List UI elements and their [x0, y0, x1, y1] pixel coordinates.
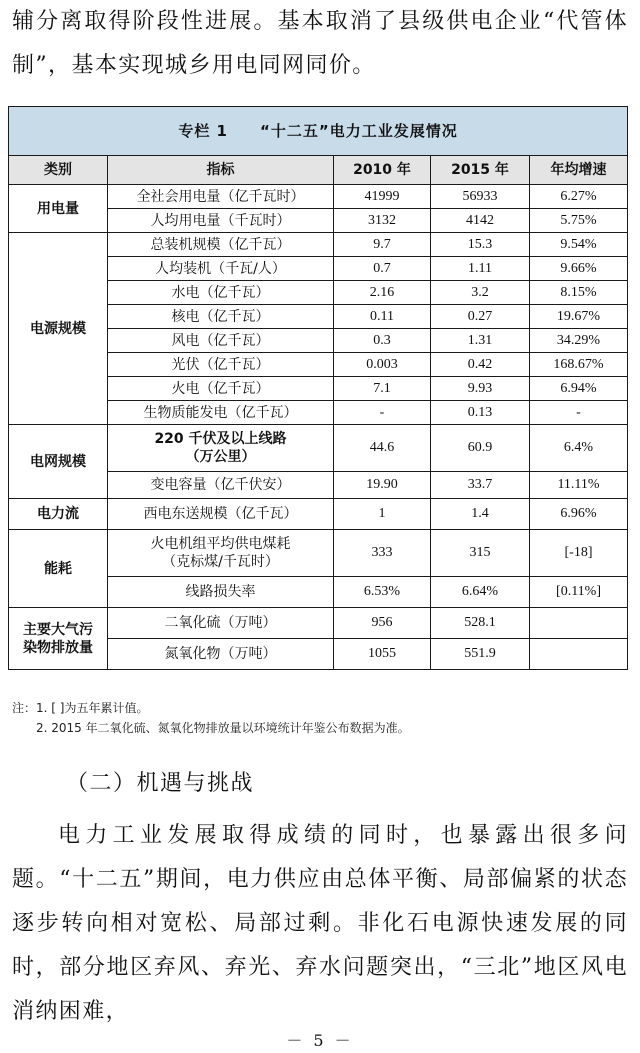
value-growth: 6.94% [530, 377, 628, 401]
value-2015: 315 [431, 530, 530, 577]
value-growth: 5.75% [530, 209, 628, 233]
indicator-cell: 人均装机（千瓦/人） [108, 257, 334, 281]
indicator-cell: 二氧化硫（万吨） [108, 608, 334, 639]
value-2015: 1.4 [431, 499, 530, 530]
value-growth: - [530, 401, 628, 425]
value-2015: 0.13 [431, 401, 530, 425]
indicator-cell: 西电东送规模（亿千瓦） [108, 499, 334, 530]
value-growth: 19.67% [530, 305, 628, 329]
value-2010: 0.7 [334, 257, 431, 281]
section-heading: （二）机遇与挑战 [66, 771, 255, 796]
header-growth: 年均增速 [530, 156, 628, 185]
table-row [9, 499, 628, 530]
value-growth: 11.11% [530, 472, 628, 499]
header-indicator: 指标 [108, 156, 334, 185]
header-2015: 2015 年 [431, 156, 530, 185]
value-2015: 551.9 [431, 639, 530, 670]
indicator-line: （万公里） [185, 449, 256, 465]
value-growth: 34.29% [530, 329, 628, 353]
category-line: 染物排放量 [23, 639, 93, 656]
indicator-cell: 氮氧化物（万吨） [108, 639, 334, 670]
value-2015: 60.9 [431, 425, 530, 472]
value-growth: 168.67% [530, 353, 628, 377]
category-cell: 能耗 [9, 530, 108, 608]
indicator-cell: 核电（亿千瓦） [108, 305, 334, 329]
header-category: 类别 [9, 156, 108, 185]
value-2010: 19.90 [334, 472, 431, 499]
category-cell: 用电量 [9, 185, 108, 233]
value-growth: 9.54% [530, 233, 628, 257]
value-2015: 56933 [431, 185, 530, 209]
indicator-cell: 水电（亿千瓦） [108, 281, 334, 305]
indicator-cell: 风电（亿千瓦） [108, 329, 334, 353]
indicator-cell: 总装机规模（亿千瓦） [108, 233, 334, 257]
value-2015: 1.31 [431, 329, 530, 353]
category-cell [9, 608, 108, 670]
value-2010: 6.53% [334, 577, 431, 608]
power-industry-table [8, 106, 628, 670]
value-2015: 4142 [431, 209, 530, 233]
value-2010: 0.003 [334, 353, 431, 377]
value-2010: 2.16 [334, 281, 431, 305]
value-growth: [0.11%] [530, 577, 628, 608]
value-growth [530, 639, 628, 670]
value-2010: 0.3 [334, 329, 431, 353]
indicator-cell: 全社会用电量（亿千瓦时） [108, 185, 334, 209]
category-cell: 电力流 [9, 499, 108, 530]
table-row [9, 530, 628, 577]
value-2015: 9.93 [431, 377, 530, 401]
indicator-cell [108, 425, 334, 472]
category-line: 主要大气污 [23, 621, 93, 638]
indicator-line: （克标煤/千瓦时） [162, 554, 279, 570]
table-header-row [9, 156, 628, 185]
table-row [9, 233, 628, 257]
category-cell: 电网规模 [9, 425, 108, 499]
value-2010: 1 [334, 499, 431, 530]
value-2015: 0.42 [431, 353, 530, 377]
table-caption: 专栏 1 “十二五”电力工业发展情况 [9, 107, 628, 156]
value-2015: 6.64% [431, 577, 530, 608]
value-2015: 33.7 [431, 472, 530, 499]
value-2010: 0.11 [334, 305, 431, 329]
value-2015: 0.27 [431, 305, 530, 329]
indicator-line: 220 千伏及以上线路 [154, 431, 287, 447]
value-2015: 15.3 [431, 233, 530, 257]
table-notes [12, 698, 410, 738]
value-2010: 7.1 [334, 377, 431, 401]
paragraph-bottom: 电力工业发展取得成绩的同时，也暴露出很多问题。“十二五”期间，电力供应由总体平衡、局部偏紧的状态逐步转向相对宽松、局部过剩。非化石电源快速发展的同时，部分地区弃风、弃光、弃水问题突出，“三北”地区风电消纳困难， [12, 823, 628, 1024]
indicator-cell: 人均用电量（千瓦时） [108, 209, 334, 233]
paragraph-top: 辅分离取得阶段性进展。基本取消了县级供电企业“代管体制”，基本实现城乡用电同网同价。 [12, 9, 628, 78]
value-2010: 3132 [334, 209, 431, 233]
header-2010: 2010 年 [334, 156, 431, 185]
value-growth: [-18] [530, 530, 628, 577]
indicator-cell: 火电（亿千瓦） [108, 377, 334, 401]
table-row [9, 608, 628, 639]
indicator-cell: 光伏（亿千瓦） [108, 353, 334, 377]
value-2010: - [334, 401, 431, 425]
table-row [9, 185, 628, 209]
value-2015: 1.11 [431, 257, 530, 281]
value-growth [530, 608, 628, 639]
table-row [9, 425, 628, 472]
value-growth: 6.96% [530, 499, 628, 530]
note-2: 2. 2015 年二氧化硫、氮氧化物排放量以环境统计年鉴公布数据为准。 [36, 721, 410, 735]
indicator-line: 火电机组平均供电煤耗 [150, 536, 291, 552]
value-growth: 6.4% [530, 425, 628, 472]
indicator-cell [108, 530, 334, 577]
page-number: － 5 － [286, 1031, 354, 1050]
note-1: 注：1. [ ]为五年累计值。 [12, 701, 149, 715]
category-cell: 电源规模 [9, 233, 108, 425]
value-growth: 8.15% [530, 281, 628, 305]
value-2015: 3.2 [431, 281, 530, 305]
value-2010: 333 [334, 530, 431, 577]
indicator-cell: 生物质能发电（亿千瓦） [108, 401, 334, 425]
value-2015: 528.1 [431, 608, 530, 639]
indicator-cell: 线路损失率 [108, 577, 334, 608]
table-caption-row [9, 107, 628, 156]
value-growth: 6.27% [530, 185, 628, 209]
value-2010: 956 [334, 608, 431, 639]
value-2010: 1055 [334, 639, 431, 670]
value-2010: 44.6 [334, 425, 431, 472]
value-2010: 9.7 [334, 233, 431, 257]
value-2010: 41999 [334, 185, 431, 209]
value-growth: 9.66% [530, 257, 628, 281]
indicator-cell: 变电容量（亿千伏安） [108, 472, 334, 499]
